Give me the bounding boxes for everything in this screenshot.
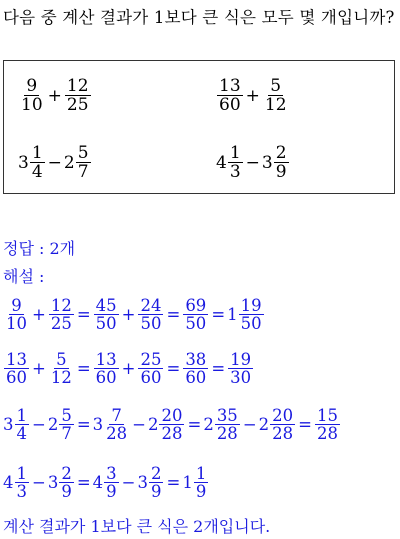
- denominator: 28: [316, 424, 338, 443]
- operator: −: [242, 415, 257, 434]
- denominator: 9: [275, 162, 287, 182]
- denominator: 9: [150, 482, 162, 501]
- operator: =: [76, 359, 91, 378]
- numerator: 19: [240, 296, 262, 315]
- numerator: 35: [216, 406, 238, 425]
- problem-d: [216, 144, 290, 181]
- conclusion-text: 계산 결과가 1보다 큰 식은 2개입니다.: [3, 517, 271, 536]
- fraction: [138, 351, 163, 386]
- fraction: [94, 297, 119, 332]
- denominator: 50: [95, 314, 117, 333]
- numerator: 9: [11, 296, 22, 315]
- numerator: 5: [77, 143, 89, 163]
- denominator: 60: [185, 368, 207, 387]
- operator: +: [47, 85, 62, 106]
- whole-number: 1: [227, 305, 238, 324]
- denominator: 10: [21, 95, 43, 115]
- operator: =: [166, 305, 181, 324]
- fraction: [4, 297, 29, 332]
- fraction: [183, 351, 208, 386]
- numerator: 9: [26, 76, 38, 96]
- denominator: 60: [140, 368, 162, 387]
- operator: −: [47, 152, 62, 173]
- question-text: 다음 중 계산 결과가 1보다 큰 식은 모두 몇 개입니까?: [3, 8, 395, 27]
- whole-number: 1: [182, 473, 193, 492]
- whole-number: 4: [3, 473, 14, 492]
- numerator: 45: [95, 296, 117, 315]
- denominator: 7: [61, 424, 72, 443]
- operator: +: [32, 305, 46, 324]
- operator: −: [121, 473, 136, 492]
- fraction: [194, 465, 209, 500]
- operator: =: [76, 305, 91, 324]
- whole-number: 3: [47, 473, 59, 492]
- operator: +: [245, 85, 260, 106]
- denominator: 7: [77, 162, 89, 182]
- numerator: 12: [66, 76, 89, 96]
- denominator: 60: [219, 95, 241, 115]
- fraction: [104, 407, 129, 442]
- numerator: 1: [16, 464, 27, 483]
- whole-number: 3: [261, 152, 273, 173]
- whole-number: 3: [92, 415, 104, 434]
- numerator: 3: [106, 464, 117, 483]
- numerator: 12: [50, 296, 72, 315]
- operator: =: [187, 415, 202, 434]
- numerator: 15: [316, 406, 338, 425]
- explanation-label: 해설 :: [3, 267, 45, 286]
- fraction: [138, 297, 163, 332]
- whole-number: 4: [92, 473, 104, 492]
- denominator: 3: [229, 162, 241, 182]
- operator: −: [32, 473, 46, 492]
- numerator: 1: [16, 406, 27, 425]
- denominator: 50: [185, 314, 207, 333]
- denominator: 9: [106, 482, 117, 501]
- whole-number: 2: [63, 152, 75, 173]
- operator: −: [245, 152, 260, 173]
- fraction: [217, 77, 243, 114]
- numerator: 38: [185, 350, 207, 369]
- problem-b: [216, 77, 290, 114]
- operator: −: [132, 415, 146, 434]
- fraction: [228, 144, 243, 181]
- denominator: 9: [195, 482, 207, 501]
- fraction: [159, 407, 184, 442]
- denominator: 25: [50, 314, 72, 333]
- fraction: [104, 465, 119, 500]
- fraction: [59, 465, 74, 500]
- numerator: 13: [6, 350, 27, 369]
- fraction: [4, 351, 29, 386]
- whole-number: 3: [18, 152, 29, 173]
- whole-number: 2: [258, 415, 270, 434]
- denominator: 28: [216, 424, 238, 443]
- fraction: [15, 407, 30, 442]
- operator: =: [211, 305, 226, 324]
- numerator: 25: [140, 350, 162, 369]
- denominator: 12: [264, 95, 287, 115]
- fraction: [15, 465, 30, 500]
- denominator: 28: [106, 424, 128, 443]
- solution-step-4: [3, 465, 209, 500]
- solution-step-1: [3, 297, 265, 332]
- denominator: 12: [50, 368, 72, 387]
- solution-step-3: [3, 407, 341, 442]
- operator: =: [76, 415, 91, 434]
- fraction: [149, 465, 164, 500]
- denominator: 4: [31, 162, 43, 182]
- numerator: 69: [185, 296, 207, 315]
- numerator: 1: [229, 143, 241, 163]
- whole-number: 2: [147, 415, 159, 434]
- denominator: 60: [6, 368, 27, 387]
- operator: −: [32, 415, 46, 434]
- problem-box: [3, 60, 395, 194]
- operator: =: [211, 359, 226, 378]
- numerator: 19: [230, 350, 252, 369]
- fraction: [76, 144, 91, 181]
- numerator: 2: [275, 143, 287, 163]
- denominator: 50: [140, 314, 162, 333]
- fraction: [49, 297, 74, 332]
- fraction: [215, 407, 240, 442]
- operator: +: [121, 305, 136, 324]
- denominator: 3: [16, 482, 27, 501]
- fraction: [49, 351, 74, 386]
- denominator: 4: [16, 424, 27, 443]
- fraction: [274, 144, 289, 181]
- denominator: 50: [240, 314, 262, 333]
- denominator: 9: [61, 482, 72, 501]
- numerator: 13: [219, 76, 241, 96]
- numerator: 5: [56, 350, 67, 369]
- denominator: 10: [6, 314, 27, 333]
- operator: =: [76, 473, 91, 492]
- operator: =: [298, 415, 312, 434]
- fraction: [183, 297, 208, 332]
- whole-number: 4: [216, 152, 227, 173]
- solution-step-2: [3, 351, 254, 386]
- fraction: [263, 77, 289, 114]
- fraction: [65, 77, 91, 114]
- denominator: 25: [66, 95, 89, 115]
- denominator: 28: [161, 424, 183, 443]
- numerator: 5: [270, 76, 282, 96]
- whole-number: 3: [3, 415, 14, 434]
- numerator: 5: [61, 406, 72, 425]
- operator: =: [166, 473, 181, 492]
- fraction: [315, 407, 340, 442]
- denominator: 60: [95, 368, 117, 387]
- denominator: 28: [272, 424, 294, 443]
- numerator: 1: [31, 143, 43, 163]
- numerator: 13: [95, 350, 117, 369]
- whole-number: 2: [203, 415, 214, 434]
- fraction: [239, 297, 264, 332]
- fraction: [59, 407, 74, 442]
- numerator: 1: [195, 464, 207, 483]
- numerator: 7: [111, 406, 122, 425]
- denominator: 30: [230, 368, 252, 387]
- numerator: 2: [150, 464, 162, 483]
- fraction: [228, 351, 253, 386]
- numerator: 24: [140, 296, 162, 315]
- fraction: [94, 351, 119, 386]
- answer-label: 정답 : 2개: [3, 239, 76, 258]
- operator: +: [32, 359, 46, 378]
- operator: +: [121, 359, 136, 378]
- problem-a: [18, 77, 92, 114]
- fraction: [270, 407, 295, 442]
- operator: =: [166, 359, 181, 378]
- numerator: 2: [61, 464, 72, 483]
- whole-number: 2: [47, 415, 59, 434]
- whole-number: 3: [137, 473, 148, 492]
- fraction: [19, 77, 45, 114]
- numerator: 20: [161, 406, 183, 425]
- fraction: [30, 144, 45, 181]
- numerator: 20: [272, 406, 294, 425]
- problem-c: [18, 144, 92, 181]
